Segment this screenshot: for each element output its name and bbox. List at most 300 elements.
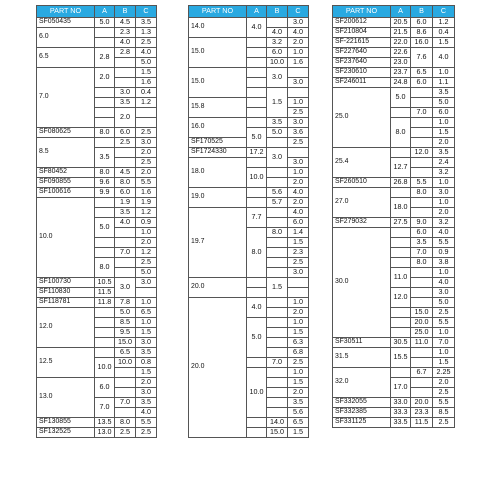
header-b: B: [411, 6, 433, 18]
header-b: B: [115, 6, 136, 18]
cell-c: 4.0: [433, 47, 455, 67]
cell-part-no: 25.4: [333, 147, 391, 177]
table-row: [189, 187, 309, 197]
cell-part-no: 6.5: [37, 47, 95, 67]
table-row: [37, 347, 157, 357]
table-row: [333, 347, 455, 357]
cell-part-no: 20.0: [189, 277, 247, 297]
cell-part-no: 12.5: [37, 347, 95, 377]
table-row: [37, 27, 157, 37]
table-header: [333, 6, 455, 18]
cell-c: 0.9: [433, 247, 455, 257]
cell-b: [267, 267, 288, 277]
table-row: [333, 367, 455, 377]
cell-c: 2.5: [136, 257, 157, 267]
cell-b: [267, 317, 288, 327]
cell-b: [267, 17, 288, 27]
cell-c: 3.0: [136, 277, 157, 287]
cell-c: 2.5: [136, 157, 157, 167]
table-row: [37, 67, 157, 77]
table-row: [37, 167, 157, 177]
cell-a: 30.5: [391, 337, 411, 347]
cell-a: 2.8: [95, 47, 115, 67]
table-row: [189, 277, 309, 287]
cell-a: 10.0: [95, 357, 115, 377]
cell-b: 4.5: [115, 167, 136, 177]
cell-a: 12.7: [391, 157, 411, 177]
table-row: [37, 417, 157, 427]
cell-b: 6.0: [411, 227, 433, 237]
cell-c: 2.0: [433, 207, 455, 217]
cell-c: [288, 277, 309, 287]
cell-c: 1.5: [288, 427, 309, 437]
cell-c: 1.6: [136, 187, 157, 197]
cell-part-no: 31.5: [333, 347, 391, 367]
cell-a: [247, 107, 267, 117]
cell-a: 15.5: [391, 347, 411, 367]
cell-c: 6.3: [288, 337, 309, 347]
cell-c: 3.2: [433, 167, 455, 177]
cell-b: 14.0: [267, 417, 288, 427]
cell-c: 1.0: [433, 347, 455, 357]
cell-a: [247, 157, 267, 167]
cell-c: 4.0: [136, 47, 157, 57]
cell-a: [247, 187, 267, 197]
cell-part-no: 8.5: [37, 137, 95, 167]
cell-b: 9.5: [115, 327, 136, 337]
cell-part-no: SF132525: [37, 427, 95, 437]
cell-part-no: 30.0: [333, 227, 391, 337]
cell-a: 26.8: [391, 177, 411, 187]
table-row: [189, 117, 309, 127]
cell-b: [267, 297, 288, 307]
cell-c: 5.5: [136, 177, 157, 187]
cell-b: [411, 157, 433, 167]
cell-b: 10.0: [115, 357, 136, 367]
cell-part-no: SF-221615: [333, 37, 391, 47]
cell-c: 3.2: [433, 217, 455, 227]
cell-part-no: SF100730: [37, 277, 95, 287]
cell-a: [391, 147, 411, 157]
cell-b: [115, 237, 136, 247]
cell-c: 7.0: [433, 337, 455, 347]
table-row: [37, 137, 157, 147]
cell-a: [247, 357, 267, 367]
cell-c: 8.5: [433, 407, 455, 417]
cell-part-no: 19.7: [189, 207, 247, 277]
table-row: [37, 187, 157, 197]
cell-b: 7.0: [411, 247, 433, 257]
cell-a: 22.6: [391, 47, 411, 57]
cell-b: 3.0: [115, 87, 136, 97]
cell-a: 9.9: [95, 187, 115, 197]
cell-part-no: SF246011: [333, 77, 391, 87]
cell-b: 3.5: [267, 117, 288, 127]
cell-c: 1.5: [288, 327, 309, 337]
cell-b: [115, 157, 136, 167]
cell-c: 1.0: [136, 297, 157, 307]
cell-b: [267, 387, 288, 397]
cell-part-no: SF30511: [333, 337, 391, 347]
cell-a: [391, 317, 411, 327]
cell-c: 3.0: [288, 117, 309, 127]
cell-a: [95, 237, 115, 247]
cell-b: 2.0: [115, 107, 136, 127]
cell-c: 1.0: [136, 317, 157, 327]
cell-a: 12.0: [391, 287, 411, 307]
cell-a: 13.5: [95, 417, 115, 427]
cell-b: [115, 77, 136, 87]
cell-a: [247, 117, 267, 127]
table-row: [37, 177, 157, 187]
cell-a: [95, 327, 115, 337]
table-row: [333, 47, 455, 57]
cell-c: [136, 107, 157, 117]
table-row: [333, 77, 455, 87]
cell-c: [288, 287, 309, 297]
cell-a: 4.0: [247, 297, 267, 317]
cell-c: 3.0: [288, 267, 309, 277]
cell-b: [267, 207, 288, 217]
table-row: [37, 277, 157, 287]
cell-c: [288, 147, 309, 157]
cell-c: 3.0: [433, 287, 455, 297]
cell-b: 7.8: [115, 297, 136, 307]
cell-a: [95, 207, 115, 217]
header-b: B: [267, 6, 288, 18]
header-c: C: [136, 6, 157, 18]
cell-part-no: 32.0: [333, 367, 391, 397]
cell-c: 2.0: [136, 237, 157, 247]
cell-part-no: 15.8: [189, 97, 247, 117]
table-row: [189, 207, 309, 217]
cell-b: 2.5: [115, 137, 136, 147]
cell-c: 4.0: [288, 27, 309, 37]
table-row: [189, 297, 309, 307]
cell-a: 8.0: [95, 167, 115, 177]
cell-part-no: SF118781: [37, 297, 95, 307]
cell-b: 11.5: [411, 417, 433, 427]
cell-b: 15.0: [267, 427, 288, 437]
cell-b: 6.0: [411, 77, 433, 87]
cell-b: [267, 367, 288, 377]
cell-c: 2.3: [288, 247, 309, 257]
parts-table-right: [332, 5, 455, 428]
cell-c: 2.5: [288, 257, 309, 267]
cell-c: 2.0: [288, 37, 309, 47]
cell-b: 4.0: [115, 37, 136, 47]
cell-b: [115, 267, 136, 277]
cell-b: 4.0: [115, 217, 136, 227]
cell-b: 3.0: [267, 147, 288, 167]
cell-a: 7.0: [95, 397, 115, 417]
cell-part-no: 14.0: [189, 17, 247, 37]
cell-a: [95, 317, 115, 327]
cell-b: [267, 407, 288, 417]
cell-b: [115, 387, 136, 397]
cell-c: 2.5: [288, 107, 309, 117]
cell-c: [136, 287, 157, 297]
cell-c: 5.5: [433, 397, 455, 407]
cell-b: [411, 377, 433, 387]
header-a: A: [247, 6, 267, 18]
cell-a: [95, 347, 115, 357]
cell-c: 3.0: [433, 187, 455, 197]
cell-b: 1.5: [267, 277, 288, 297]
cell-b: [411, 287, 433, 297]
cell-b: 6.0: [411, 17, 433, 27]
cell-c: 2.5: [288, 357, 309, 367]
cell-a: [95, 27, 115, 37]
cell-b: 3.0: [267, 67, 288, 87]
cell-b: [411, 347, 433, 357]
cell-a: 24.8: [391, 77, 411, 87]
cell-b: 7.0: [267, 357, 288, 367]
cell-b: 6.0: [267, 47, 288, 57]
header-part-no: PART NO: [333, 6, 391, 18]
cell-c: 1.2: [433, 17, 455, 27]
table-header: [37, 6, 157, 18]
table-row: [37, 17, 157, 27]
table-row: [37, 127, 157, 137]
cell-a: [391, 257, 411, 267]
cell-part-no: 12.0: [37, 307, 95, 347]
cell-a: 18.0: [391, 197, 411, 217]
cell-b: 5.6: [267, 187, 288, 197]
cell-c: 1.0: [136, 227, 157, 237]
cell-b: [115, 257, 136, 267]
cell-c: 6.8: [288, 347, 309, 357]
cell-c: 6.0: [433, 107, 455, 117]
cell-b: [411, 297, 433, 307]
cell-c: 2.0: [288, 197, 309, 207]
cell-part-no: 7.0: [37, 67, 95, 127]
cell-b: 4.0: [267, 27, 288, 37]
cell-b: [411, 127, 433, 137]
cell-a: 5.0: [247, 127, 267, 147]
cell-c: 1.1: [433, 77, 455, 87]
cell-c: 5.5: [433, 317, 455, 327]
cell-b: 3.5: [115, 207, 136, 217]
cell-b: 5.7: [267, 197, 288, 207]
cell-c: 1.0: [433, 67, 455, 77]
table-header: [189, 6, 309, 18]
cell-c: 2.5: [288, 137, 309, 147]
cell-part-no: SF090855: [37, 177, 95, 187]
cell-c: 4.0: [136, 407, 157, 417]
cell-part-no: 18.0: [189, 157, 247, 187]
cell-b: [411, 117, 433, 127]
cell-c: 1.5: [433, 37, 455, 47]
cell-c: 4.0: [288, 207, 309, 217]
cell-b: 7.0: [115, 247, 136, 257]
cell-b: 8.0: [411, 257, 433, 267]
cell-a: 23.0: [391, 57, 411, 67]
cell-b: 15.0: [411, 307, 433, 317]
cell-a: 7.7: [247, 207, 267, 227]
cell-a: [95, 107, 115, 117]
cell-a: 8.0: [95, 127, 115, 137]
cell-c: 5.0: [136, 57, 157, 67]
cell-a: 10.0: [247, 167, 267, 187]
cell-b: [411, 207, 433, 217]
cell-part-no: 6.0: [37, 27, 95, 47]
cell-c: 2.0: [288, 307, 309, 317]
table-row: [333, 177, 455, 187]
cell-b: [115, 407, 136, 417]
cell-a: 11.8: [95, 297, 115, 307]
cell-c: 1.5: [136, 327, 157, 337]
cell-c: 0.4: [136, 87, 157, 97]
cell-b: 8.0: [115, 177, 136, 187]
cell-a: [391, 367, 411, 377]
cell-a: 5.0: [95, 217, 115, 237]
cell-c: 1.2: [136, 207, 157, 217]
cell-b: [267, 337, 288, 347]
cell-b: [267, 237, 288, 247]
table-row: [37, 297, 157, 307]
cell-b: 20.0: [411, 317, 433, 327]
cell-part-no: SF100616: [37, 187, 95, 197]
cell-a: [247, 287, 267, 297]
cell-b: 2.8: [115, 47, 136, 57]
cell-b: 6.5: [115, 347, 136, 357]
cell-b: [267, 177, 288, 187]
cell-b: 8.6: [411, 27, 433, 37]
table-row: [333, 417, 455, 427]
cell-b: [115, 147, 136, 157]
table-row: [333, 17, 455, 27]
cell-b: 16.0: [411, 37, 433, 47]
cell-a: [391, 247, 411, 257]
cell-c: 1.6: [136, 77, 157, 87]
cell-c: 3.5: [433, 147, 455, 157]
cell-c: 2.5: [433, 307, 455, 317]
cell-c: [136, 117, 157, 127]
cell-c: 5.6: [288, 407, 309, 417]
cell-part-no: SF332385: [333, 407, 391, 417]
cell-b: 15.0: [115, 337, 136, 347]
cell-part-no: 19.0: [189, 187, 247, 207]
cell-b: 3.0: [115, 277, 136, 297]
cell-c: 3.5: [288, 397, 309, 407]
cell-a: [391, 227, 411, 237]
parts-table-middle: [188, 5, 309, 438]
cell-b: [411, 137, 433, 147]
cell-a: [95, 117, 115, 127]
table-row: [333, 147, 455, 157]
table-row: [189, 147, 309, 157]
cell-c: 3.0: [136, 387, 157, 397]
cell-c: 5.0: [433, 297, 455, 307]
cell-a: [391, 237, 411, 247]
cell-a: 5.0: [391, 87, 411, 107]
cell-b: 3.2: [267, 37, 288, 47]
cell-c: 0.9: [136, 217, 157, 227]
cell-b: 5.0: [267, 127, 288, 137]
cell-c: 4.0: [288, 187, 309, 197]
cell-part-no: SF332055: [333, 397, 391, 407]
cell-a: [95, 197, 115, 207]
cell-b: [267, 377, 288, 387]
cell-a: [247, 97, 267, 107]
header-c: C: [433, 6, 455, 18]
cell-c: 6.5: [136, 307, 157, 317]
cell-b: [267, 347, 288, 357]
cell-c: 3.5: [136, 347, 157, 357]
cell-part-no: 13.0: [37, 377, 95, 417]
cell-part-no: SF050435: [37, 17, 95, 27]
cell-a: [247, 417, 267, 427]
cell-b: [267, 167, 288, 177]
cell-b: [115, 57, 136, 67]
header-c: C: [288, 6, 309, 18]
cell-b: 2.5: [115, 427, 136, 437]
cell-b: [267, 247, 288, 257]
cell-c: [288, 67, 309, 77]
cell-a: 33.3: [391, 407, 411, 417]
cell-c: 6.0: [288, 217, 309, 227]
cell-c: 2.0: [433, 377, 455, 387]
cell-b: 6.7: [411, 367, 433, 377]
cell-a: [95, 307, 115, 317]
cell-b: [267, 397, 288, 407]
cell-part-no: 20.0: [189, 297, 247, 437]
cell-a: 6.0: [95, 377, 115, 397]
cell-part-no: SF237640: [333, 57, 391, 67]
cell-a: 21.5: [391, 27, 411, 37]
cell-part-no: 15.0: [189, 37, 247, 67]
cell-part-no: 10.0: [37, 197, 95, 277]
cell-c: 3.0: [136, 337, 157, 347]
cell-c: 5.5: [136, 417, 157, 427]
cell-a: 17.2: [247, 147, 267, 157]
cell-c: 1.0: [433, 327, 455, 337]
cell-a: [247, 427, 267, 437]
cell-a: 27.5: [391, 217, 411, 227]
cell-b: 8.0: [115, 417, 136, 427]
cell-c: 2.5: [433, 387, 455, 397]
cell-b: [411, 197, 433, 207]
cell-b: 9.0: [411, 217, 433, 227]
cell-b: [411, 97, 433, 107]
cell-b: 8.0: [267, 227, 288, 237]
cell-a: [247, 277, 267, 287]
cell-b: 20.0: [411, 397, 433, 407]
cell-a: 11.0: [391, 267, 411, 287]
cell-a: 9.6: [95, 177, 115, 187]
cell-b: 12.0: [411, 147, 433, 157]
cell-c: 5.0: [433, 97, 455, 107]
cell-part-no: SF279032: [333, 217, 391, 227]
cell-c: 2.5: [433, 417, 455, 427]
cell-part-no: SF110830: [37, 287, 95, 297]
cell-c: 1.5: [288, 377, 309, 387]
cell-b: [411, 387, 433, 397]
cell-b: 1.5: [267, 87, 288, 117]
cell-b: 7.0: [411, 107, 433, 117]
cell-c: 2.0: [136, 377, 157, 387]
cell-b: [267, 307, 288, 317]
cell-c: 3.6: [288, 127, 309, 137]
cell-c: 1.0: [288, 47, 309, 57]
cell-c: 1.0: [288, 167, 309, 177]
cell-b: [411, 87, 433, 97]
cell-a: 8.0: [95, 257, 115, 277]
cell-c: 2.5: [136, 127, 157, 137]
cell-c: 1.4: [288, 227, 309, 237]
header-part-no: PART NO: [37, 6, 95, 18]
